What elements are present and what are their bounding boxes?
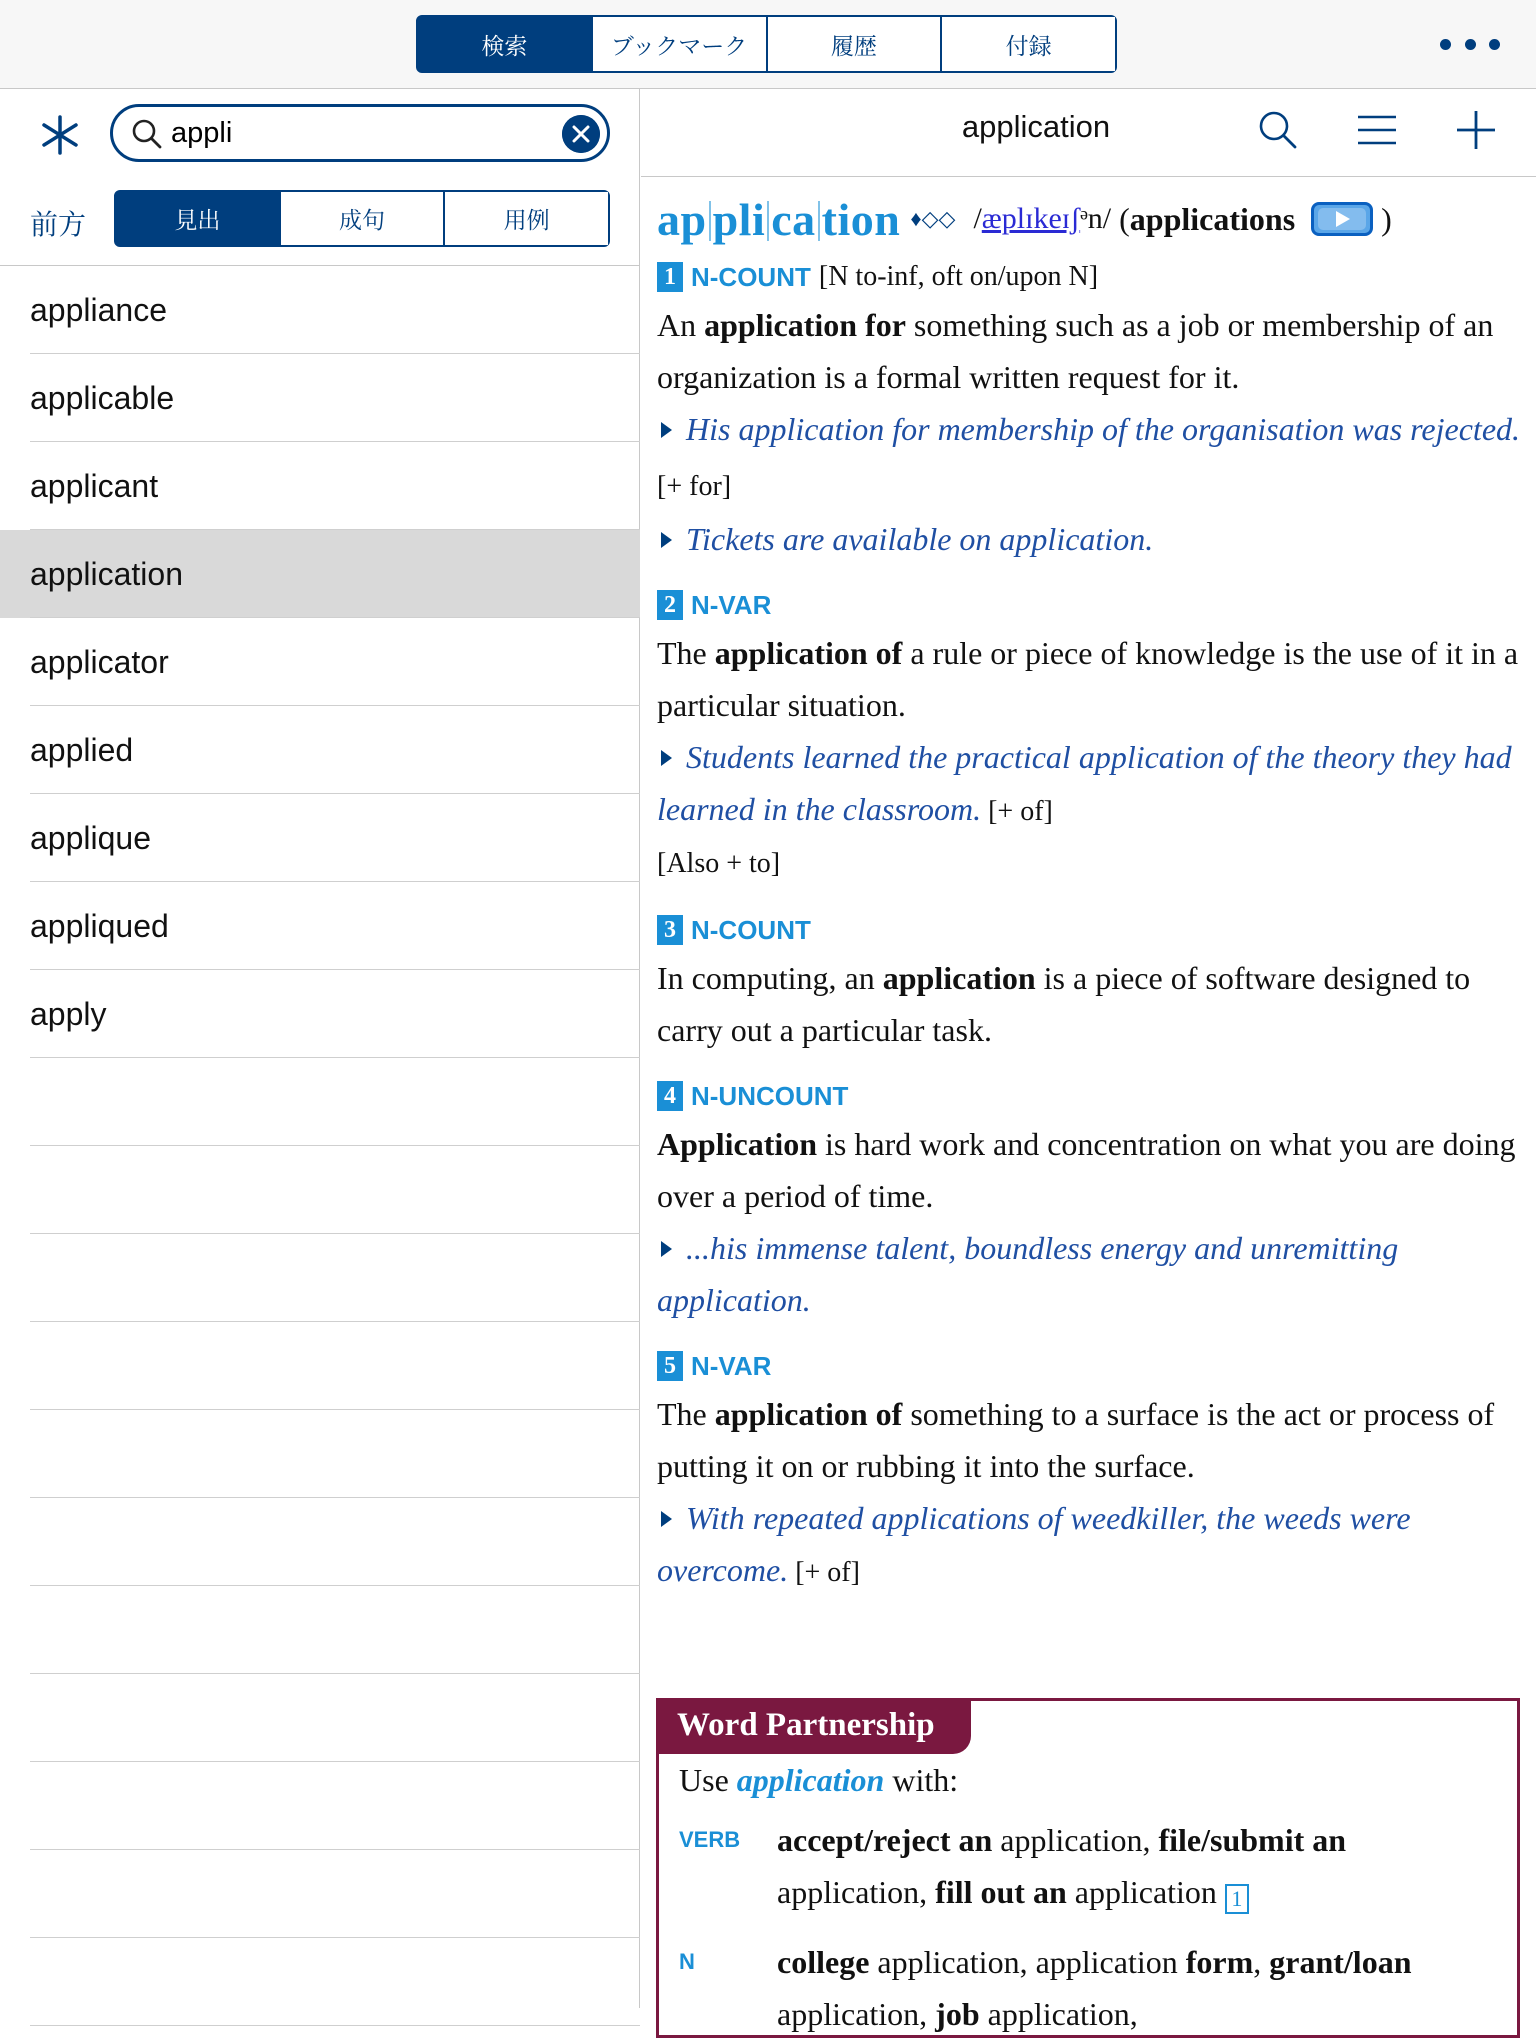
also-note: [Also + to] [657,848,781,879]
part-of-speech: N-COUNT [691,914,811,945]
sense-5 [657,1344,1527,1599]
sense-number: 3 [657,915,683,945]
word-partnership-title: Word Partnership [659,1698,971,1754]
definition: In computing, an application is a piece of software designed to carry out a particular task. [657,960,1471,1048]
list-item-word: appliqued [30,908,169,944]
tab-headwords[interactable]: 見出 [116,192,281,245]
sense-number: 4 [657,1081,683,1111]
list-item[interactable] [0,442,640,530]
part-of-speech: N-UNCOUNT [691,1080,849,1111]
sense-4 [657,1074,1527,1326]
frequency-band: ♦◇◇ [910,206,956,231]
list-item-word: apply [30,996,107,1032]
example-bullet-icon [661,532,672,548]
sense-head [657,1074,1527,1118]
search-input[interactable] [171,113,541,153]
sense-number: 1 [657,262,683,292]
empty-row [0,1850,640,1938]
sense-number: 2 [657,590,683,620]
result-list [0,265,640,2026]
add-bookmark-icon[interactable] [1453,107,1499,153]
part-of-speech: N-VAR [691,1350,772,1381]
example-bullet-icon [661,1241,672,1257]
tab-search[interactable]: 検索 [418,17,593,71]
search-field[interactable] [110,104,610,162]
list-item[interactable] [0,618,640,706]
search-icon [131,118,163,150]
sense-1 [657,255,1527,565]
list-item[interactable] [0,354,640,442]
part-of-speech: N-VAR [691,589,772,620]
headword: ap pli ca tion [657,193,901,245]
list-item-word: applicable [30,380,175,416]
empty-row [0,1234,640,1322]
collocation-pos: N [679,1949,695,1974]
list-item-word: appliance [30,292,167,328]
list-item[interactable] [0,970,640,1058]
definition: Application is hard work and concentration on what you are doing over a period of time. [657,1126,1516,1214]
inflected-forms: applications [1129,200,1296,237]
main-tab-bar [416,15,1117,73]
empty-row [0,1586,640,1674]
sense-number: 5 [657,1351,683,1381]
example-bullet-icon [661,1511,672,1527]
senses [657,255,1527,1599]
empty-row [0,1322,640,1410]
word-partnership-use: Use application with: [679,1762,959,1798]
match-mode-label[interactable]: 前方 [30,209,87,240]
example-sentence: Students learned the practical application of the theory they had learned in the classroom. [+ of] [657,739,1512,827]
tab-phrases[interactable]: 成句 [281,192,446,245]
list-item-selected[interactable] [0,530,640,618]
more-options-icon[interactable] [1440,30,1500,58]
collocation-text: college application, application form, grant/loan application, job application, [777,1944,1412,2032]
part-of-speech: N-COUNT [691,261,811,292]
definition: An application for something such as a job or membership of an organization is a formal written request for it. [657,307,1494,395]
sense-2 [657,583,1527,890]
menu-list-icon[interactable] [1354,107,1400,153]
tab-examples[interactable]: 用例 [445,192,608,245]
definition: The application of something to a surface is the act or process of putting it on or rubbing it into the surface. [657,1396,1495,1484]
entry-title: application [961,109,1111,144]
pronunciation-link[interactable]: æplɪkeɪʃ [981,202,1081,235]
example-sentence: His application for membership of the organisation was rejected. [+ for] [657,411,1521,502]
tab-appendix[interactable]: 付録 [942,17,1115,71]
list-item[interactable] [0,266,640,354]
empty-row [0,1146,640,1234]
top-toolbar [0,0,1536,89]
search-type-tabs [114,190,610,247]
definition: The application of a rule or piece of knowledge is the use of it in a particular situation. [657,635,1519,723]
list-item-word: applicant [30,468,159,504]
entry-header [641,89,1536,177]
search-in-entry-icon[interactable] [1255,107,1301,153]
wildcard-icon[interactable] [38,113,82,157]
example-bullet-icon [661,422,672,438]
search-panel [0,89,640,2008]
list-item-word: applicator [30,644,169,680]
sense-head [657,1344,1527,1388]
clear-icon[interactable] [562,115,600,153]
empty-row [0,1498,640,1586]
collocation-text: accept/reject an application, file/submit an application, fill out an application 1 [777,1814,1497,1918]
list-item[interactable] [0,794,640,882]
example-sentence: ...his immense talent, boundless energy and unremitting application. [657,1230,1399,1318]
pronunciation: /æplɪkeɪʃᵊn/ [973,202,1112,235]
sense-head [657,583,1527,627]
grammar-note: [N to-inf, oft on/upon N] [818,261,1099,292]
empty-row [0,1938,640,2026]
dictionary-entry [657,187,1527,1599]
list-item-word: applique [30,820,151,856]
sense-ref-link[interactable]: 1 [1225,1884,1249,1914]
example-bullet-icon [661,750,672,766]
tab-history[interactable]: 履歴 [768,17,943,71]
play-audio-icon[interactable] [1311,202,1373,236]
list-item-word: application [30,556,183,592]
empty-row [0,1410,640,1498]
sense-head [657,255,1527,299]
example-sentence: With repeated applications of weedkiller, the weeds were overcome. [+ of] [657,1500,1411,1588]
list-item[interactable] [0,706,640,794]
empty-row [0,1058,640,1146]
word-partnership-border [856,1698,1520,1701]
example-sentence: Tickets are available on application. [657,513,1527,565]
empty-row [0,1762,640,1850]
empty-row [0,1674,640,1762]
list-item-word: applied [30,732,134,768]
sense-head [657,908,1527,952]
list-item[interactable] [0,882,640,970]
headword-line: ap pli ca tion ♦◇◇ /æplɪkeɪʃᵊn/ ( applications ) [657,193,1392,245]
tab-bookmarks[interactable]: ブックマーク [593,17,768,71]
sense-3 [657,908,1527,1056]
word-partnership-box [656,1698,1520,2038]
collocation-pos: VERB [679,1827,741,1852]
